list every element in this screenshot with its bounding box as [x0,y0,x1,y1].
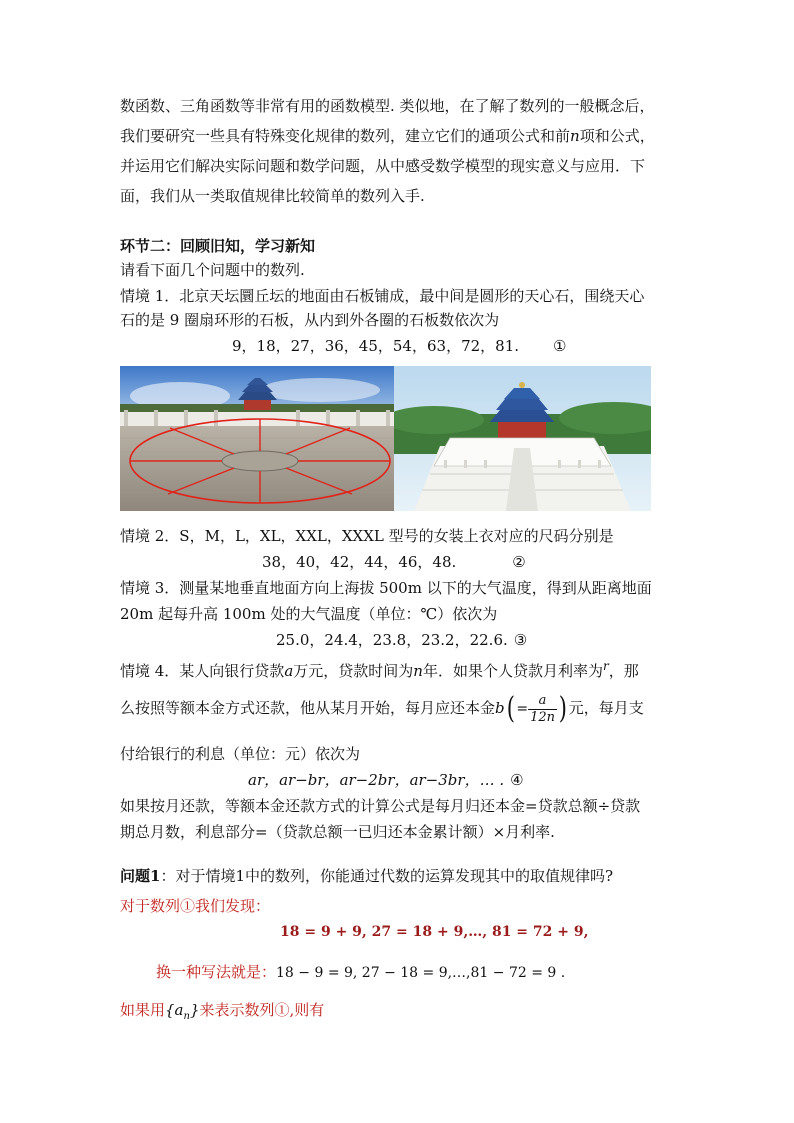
marker-4: ④ [510,771,524,789]
question-1-label: 问题1 [120,867,161,885]
scenario-3-line-1: 情境 3．测量某地垂直地面方向上海拔 500m 以下的大气温度，得到从距离地面 [120,579,652,597]
scenario-1-sequence: 9，18，27，36，45，54，63，72，81. ① [232,337,567,355]
question-1: 问题1：对于情境1中的数列，你能通过代数的运算发现其中的取值规律吗? [120,867,614,885]
scenario-4-line-2: 么按照等额本金方式还款，他从某月开始，每月应还本金b( = $\frac{a}{12n}$ ) 元，每月支 [120,691,644,726]
intro-line-3: 并运用它们解决实际问题和数学问题，从中感受数学模型的现实意义与应用．下 [120,157,646,175]
question-1-conclusion: 如果用$\{a_n\}$来表示数列①,则有 [120,1001,325,1022]
scenario-3-sequence: 25.0，24.4，23.8，23.2，22.6. ③ [276,631,528,649]
scenario-4-line-3: 付给银行的利息（单位：元）依次为 [120,745,361,763]
scenario-4-line-1: 情境 4．某人向银行贷款a万元，贷款时间为n年．如果个人贷款月利率为$^r$，那 [120,659,639,680]
photo-circular-mound [120,366,394,511]
scenario-4-note-1: 如果按月还款，等额本金还款方式的计算公式是每月归还本金=贷款总额÷贷款 [120,797,641,815]
section-prompt: 请看下面几个问题中的数列. [120,261,305,279]
intro-line-1: 数函数、三角函数等非常有用的函数模型. 类似地，在了解了数列的一般概念后， [120,97,655,115]
intro-line-2: 我们要研究一些具有特殊变化规律的数列，建立它们的通项公式和前n项和公式， [120,127,655,145]
circular-mound-image [120,366,394,511]
scenario-3-line-2: 20m 起每升高 100m 处的大气温度（单位：℃）依次为 [120,605,498,623]
marker-2: ② [512,553,526,571]
marker-1: ① [553,337,567,355]
scenario-2-line-1: 情境 2．S，M，L，XL，XXL，XXXL 型号的女装上衣对应的尺码分别是 [120,527,614,545]
scenario-4-sequence: ar，ar−br，ar−2br，ar−3br，… . ④ [248,771,524,789]
photo-temple-render [394,366,651,511]
question-1-finding: 对于数列①我们发现： [120,897,271,915]
scenario-1-line-1: 情境 1．北京天坛圜丘坛的地面由石板铺成，最中间是圆形的天心石，围绕天心 [120,287,645,305]
section-heading: 环节二：回顾旧知，学习新知 [120,237,316,255]
scenario-2-sequence: 38，40，42，44，46，48. ② [262,553,526,571]
monthly-principal-fraction: $\frac{a}{12n}$ [530,692,555,725]
rewrite-label: 换一种写法就是： [156,963,277,981]
intro-line-4: 面，我们从一类取值规律比较简单的数列入手. [120,187,425,205]
equation-2: 18 − 9 = 9, 27 − 18 = 9,…,81 − 72 = 9 . [276,965,566,981]
equation-1: 18 = 9 + 9, 27 = 18 + 9,…, 81 = 72 + 9, [280,924,589,940]
temple-render-image [394,366,651,511]
rewrite-line [156,962,656,983]
marker-3: ③ [513,631,528,649]
scenario-1-line-2: 石的是 9 圈扇环形的石板，从内到外各圈的石板数依次为 [120,311,500,329]
scenario-4-note-2: 期总月数，利息部分=（贷款总额一已归还本金累计额）×月利率. [120,823,555,841]
